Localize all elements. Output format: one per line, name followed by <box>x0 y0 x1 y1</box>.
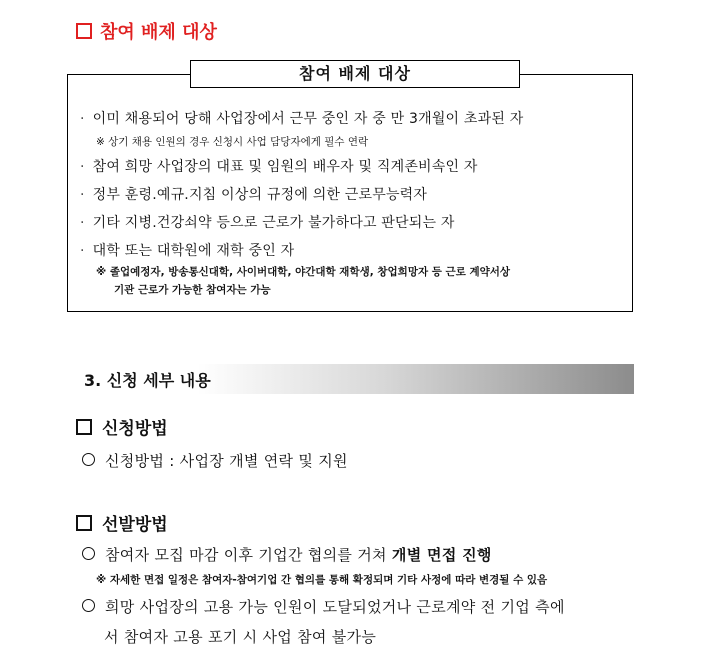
checkbox-square-icon <box>76 23 92 39</box>
selection-item-text: 희망 사업장의 고용 가능 인원이 도달되었거나 근로계약 전 기업 측에 <box>105 598 565 616</box>
exclusion-note: ※ 졸업예정자, 방송통신대학, 사이버대학, 야간대학 재학생, 창업희망자 등 근로 계약서상 <box>96 266 511 278</box>
checkbox-square-icon <box>76 515 92 531</box>
apply-method-item <box>82 450 348 471</box>
bullet-dot-icon: · <box>80 111 85 127</box>
circle-bullet-icon <box>82 547 95 560</box>
selection-method-item-continued: 서 참여자 고용 포기 시 사업 참여 불가능 <box>104 628 377 646</box>
bullet-dot-icon: · <box>80 215 85 231</box>
section-banner-title: 3. 신청 세부 내용 <box>84 371 211 390</box>
exclusion-item-text: 기타 지병.건강쇠약 등으로 근로가 불가하다고 판단되는 자 <box>92 215 455 231</box>
apply-method-heading <box>76 414 168 439</box>
selection-item-bold-text: 개별 면접 진행 <box>391 546 492 564</box>
apply-method-heading-text: 신청방법 <box>102 419 168 439</box>
apply-method-item-text: 신청방법 : 사업장 개별 연락 및 지원 <box>105 452 348 470</box>
exclusion-heading-text: 참여 배제 대상 <box>100 22 217 43</box>
exclusion-note-continued: 기관 근로가 가능한 참여자는 가능 <box>114 284 271 296</box>
bullet-dot-icon: · <box>80 159 85 175</box>
selection-method-item <box>82 596 565 617</box>
checkbox-square-icon <box>76 419 92 435</box>
exclusion-item <box>80 212 455 232</box>
exclusion-item-text: 정부 훈령.예규.지침 이상의 규정에 의한 근로무능력자 <box>92 187 428 203</box>
exclusion-item <box>80 184 427 204</box>
circle-bullet-icon <box>82 599 95 612</box>
selection-note: ※ 자세한 면접 일정은 참여자-참여기업 간 협의를 통해 확정되며 기타 사정에 따라 변경될 수 있음 <box>96 574 548 586</box>
selection-method-item <box>82 544 492 565</box>
circle-bullet-icon <box>82 453 95 466</box>
exclusion-item <box>80 108 523 128</box>
selection-method-heading-text: 선발방법 <box>102 515 168 535</box>
exclusion-item-text: 참여 희망 사업장의 대표 및 임원의 배우자 및 직계존비속인 자 <box>92 159 478 175</box>
exclusion-box-title: 참여 배제 대상 <box>190 60 520 88</box>
exclusion-item-text: 대학 또는 대학원에 재학 중인 자 <box>92 243 295 259</box>
selection-method-heading <box>76 510 168 535</box>
bullet-dot-icon: · <box>80 187 85 203</box>
exclusion-section-heading <box>76 18 217 44</box>
exclusion-note: ※ 상기 채용 인원의 경우 신청시 사업 담당자에게 필수 연락 <box>96 136 369 148</box>
selection-item-text: 참여자 모집 마감 이후 기업간 협의를 거쳐 <box>105 546 392 564</box>
exclusion-item <box>80 156 478 176</box>
bullet-dot-icon: · <box>80 243 85 259</box>
exclusion-item <box>80 240 294 260</box>
exclusion-item-text: 이미 채용되어 당해 사업장에서 근무 중인 자 중 만 3개월이 초과된 자 <box>92 111 524 127</box>
